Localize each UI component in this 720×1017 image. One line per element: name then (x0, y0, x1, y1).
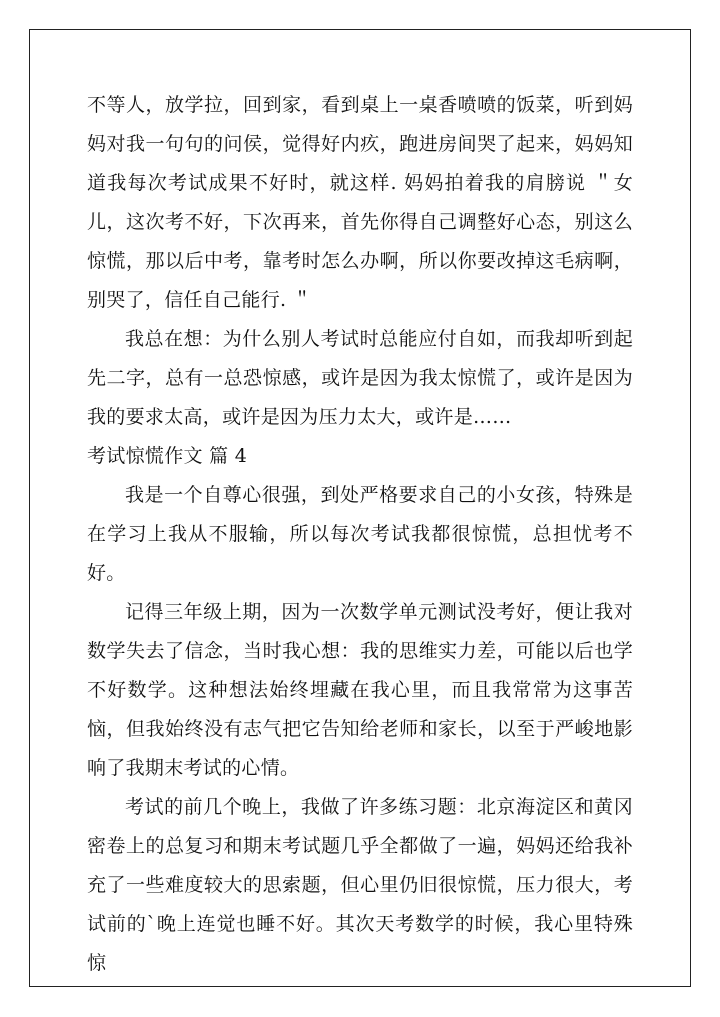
paragraph: 记得三年级上期，因为一次数学单元测试没考好，便让我对数学失去了信念，当时我心想：我的思维实力差，可能以后也学不好数学。这种想法始终埋藏在我心里，而且我常常为这事苦恼，但我始终没有志气把它告知给老师和家长，以至于严峻地影响了我期末考试的心情。 (87, 601, 633, 779)
paragraph: 我是一个自尊心很强，到处严格要求自己的小女孩，特殊是在学习上我从不服输，所以每次考试我都很惊慌，总担忧考不好。 (87, 484, 633, 584)
paragraph: 不等人，放学拉，回到家，看到桌上一桌香喷喷的饭菜，听到妈妈对我一句句的问侯，觉得好内疚，跑进房间哭了起来，妈妈知道我每次考试成果不好时，就这样. 妈妈拍着我的肩膀说 ＂女儿，这次考不好，下次再来，首先你得自己调整好心态，别这么惊慌，那以后中考，靠考时怎么办啊，所以你要改掉这毛病啊，别哭了，信任自己能行. ＂ (87, 94, 633, 311)
paragraph: 我总在想：为什么别人考试时总能应付自如，而我却听到起先二字，总有一总恐惊感，或许是因为我太惊慌了，或许是因为我的要求太高，或许是因为压力太大，或许是…… (87, 328, 633, 428)
document-body (87, 86, 633, 983)
paragraph: 考试的前几个晚上，我做了许多练习题：北京海淀区和黄冈密卷上的总复习和期末考试题几乎全都做了一遍，妈妈还给我补充了一些难度较大的思索题，但心里仍旧很惊慌，压力很大，考试前的`晚上连觉也睡不好。其次天考数学的时候，我心里特殊惊 (87, 796, 633, 974)
section-heading: 考试惊慌作文 篇 4 (87, 445, 248, 467)
